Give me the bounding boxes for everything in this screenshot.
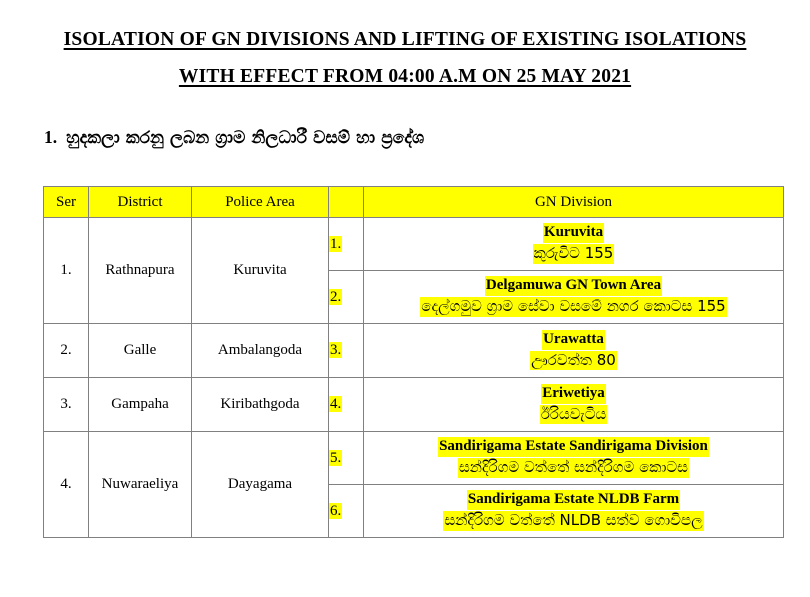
column-header-district: District xyxy=(89,187,192,218)
item-number-highlight: 3. xyxy=(330,342,342,358)
item-number-highlight: 6. xyxy=(330,502,342,519)
gn-division-name-english-text: Kuruvita xyxy=(543,223,604,243)
cell-district: Nuwaraeliya xyxy=(89,432,192,538)
gn-division-name-sinhala xyxy=(364,243,783,265)
gn-division-name-english-text: Delgamuwa GN Town Area xyxy=(485,276,662,296)
gn-division-name-english-text: Eriwetiya xyxy=(541,384,605,404)
cell-police-area: Dayagama xyxy=(192,432,329,538)
gn-division-name-sinhala-text: ඊරියවැටිය xyxy=(540,404,607,423)
section-number: 1. xyxy=(44,126,58,147)
column-header-police-area: Police Area xyxy=(192,187,329,218)
gn-division-name-sinhala-text: දෙල්ගමුව ග්‍රාම සේවා වසමේ නගර කොටස 155 xyxy=(421,297,726,315)
item-number-highlight: 1. xyxy=(330,235,342,252)
cell-ser: 3. xyxy=(44,378,89,432)
cell-police-area: Ambalangoda xyxy=(192,324,329,378)
gn-division-table-wrapper xyxy=(43,186,783,538)
section-heading-sinhala: හුදකලා කරනු ලබන ග්‍රාම නිලධාරී වසම් හා ප්‍රදේශ xyxy=(66,127,425,148)
column-header-item-number xyxy=(329,187,364,218)
gn-division-name-english-text: Sandirigama Estate NLDB Farm xyxy=(467,490,680,510)
gn-division-name-english-text: Urawatta xyxy=(542,330,605,350)
document-title-line-2-text: WITH EFFECT FROM 04:00 A.M ON 25 MAY 2021 xyxy=(178,66,632,88)
cell-police-area: Kuruvita xyxy=(192,218,329,324)
gn-division-name-english xyxy=(364,490,783,510)
document-title-line-1-text: ISOLATION OF GN DIVISIONS AND LIFTING OF EXISTING ISOLATIONS xyxy=(63,29,747,50)
cell-item-number xyxy=(329,378,364,432)
gn-division-name-english xyxy=(364,223,783,243)
gn-division-name-english-text: Sandirigama Estate Sandirigama Division xyxy=(438,437,709,457)
cell-gn-division xyxy=(364,271,784,324)
cell-item-number xyxy=(329,485,364,538)
gn-division-name-sinhala-text: කුරුවිට 155 xyxy=(533,244,614,262)
item-number-highlight: 5. xyxy=(330,449,342,466)
column-header-ser: Ser xyxy=(44,187,89,218)
cell-item-number xyxy=(329,271,364,324)
cell-item-number xyxy=(329,218,364,271)
gn-division-name-sinhala xyxy=(364,404,783,426)
gn-division-table xyxy=(43,186,784,538)
gn-division-name-sinhala-text: සන්දිරිගම වත්තේ සන්දිරිගම කොටස xyxy=(459,458,688,476)
table-row xyxy=(44,432,784,485)
table-row xyxy=(44,218,784,271)
gn-division-name-english xyxy=(364,276,783,296)
document-title-block xyxy=(0,0,810,88)
cell-ser: 1. xyxy=(44,218,89,324)
gn-division-name-sinhala-text: ඌරවත්ත 80 xyxy=(531,350,616,369)
item-number-highlight: 2. xyxy=(330,288,342,305)
table-row xyxy=(44,324,784,378)
table-header-row xyxy=(44,187,784,218)
cell-ser: 2. xyxy=(44,324,89,378)
cell-district: Rathnapura xyxy=(89,218,192,324)
gn-division-name-sinhala xyxy=(364,350,783,372)
gn-division-name-sinhala xyxy=(364,510,783,532)
gn-division-name-english xyxy=(364,437,783,457)
gn-division-name-english xyxy=(364,384,783,404)
document-title-line-2 xyxy=(0,67,810,87)
cell-item-number xyxy=(329,324,364,378)
gn-division-name-english xyxy=(364,330,783,350)
gn-division-name-sinhala xyxy=(364,296,783,318)
cell-police-area: Kiribathgoda xyxy=(192,378,329,432)
cell-gn-division xyxy=(364,485,784,538)
cell-gn-division xyxy=(364,378,784,432)
table-row xyxy=(44,378,784,432)
cell-gn-division xyxy=(364,324,784,378)
gn-division-name-sinhala-text: සන්දිරිගම වත්තේ NLDB සත්ව ගොවිපල xyxy=(444,511,703,529)
column-header-gn-division: GN Division xyxy=(364,187,784,218)
item-number-highlight: 4. xyxy=(330,396,342,412)
cell-gn-division xyxy=(364,218,784,271)
cell-item-number xyxy=(329,432,364,485)
cell-district: Gampaha xyxy=(89,378,192,432)
table-header xyxy=(44,187,784,218)
cell-district: Galle xyxy=(89,324,192,378)
gn-division-name-sinhala xyxy=(364,457,783,479)
cell-gn-division xyxy=(364,432,784,485)
document-title-line-1 xyxy=(0,30,810,50)
table-body xyxy=(44,218,784,538)
section-heading xyxy=(44,127,810,148)
cell-ser: 4. xyxy=(44,432,89,538)
